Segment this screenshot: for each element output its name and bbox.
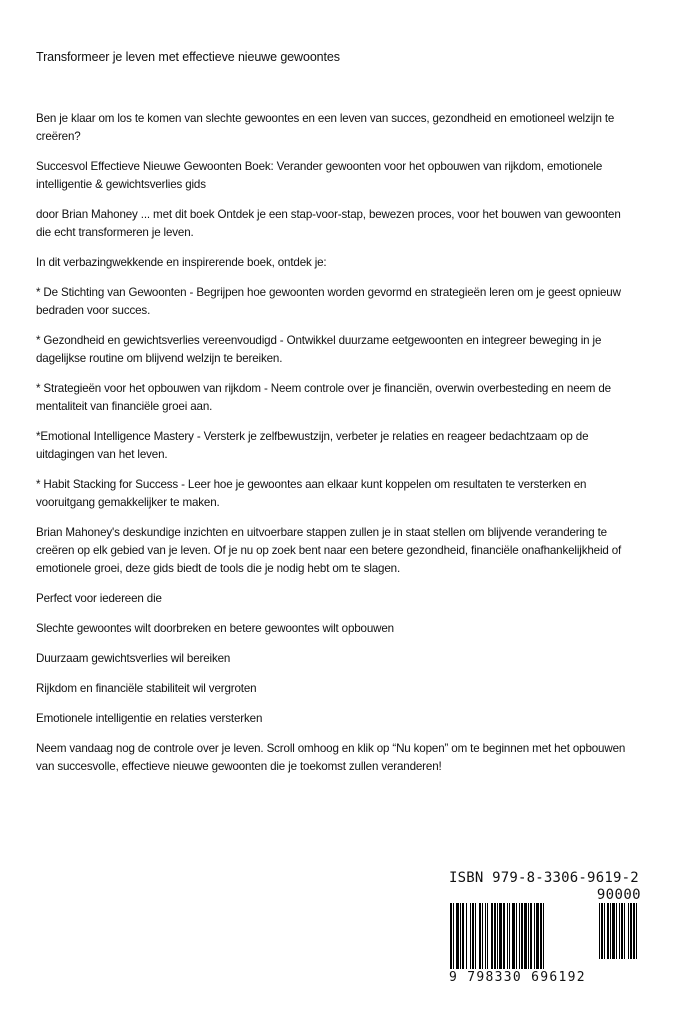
intro-question: Ben je klaar om los te komen van slechte gewoontes en een leven van succes, gezondheid en emotioneel welzijn te creëren? bbox=[36, 112, 615, 143]
barcode-addon-bar bbox=[619, 903, 620, 959]
audience-item: Rijkdom en financiële stabiliteit wil vergroten bbox=[36, 682, 257, 695]
barcode-bar bbox=[491, 903, 493, 969]
barcode-bar bbox=[524, 903, 527, 969]
isbn-barcode bbox=[449, 870, 643, 990]
barcode-addon-bar bbox=[636, 903, 637, 959]
barcode-bar bbox=[460, 903, 461, 969]
barcode-addon-bar bbox=[621, 903, 623, 959]
barcode-bar bbox=[462, 903, 464, 969]
barcode-bar bbox=[507, 903, 508, 969]
audience-item: Emotionele intelligentie en relaties versterken bbox=[36, 712, 263, 725]
barcode-bar bbox=[482, 903, 483, 969]
barcode-addon-bar bbox=[607, 903, 609, 959]
perfect-for-lead: Perfect voor iedereen die bbox=[36, 592, 162, 605]
barcode-addon-bar bbox=[630, 903, 632, 959]
bullet-emotional: *Emotional Intelligence Mastery - Versterk je zelfbewustzijn, verbeter je relaties en reageer bedachtzaam op de uitdagingen van het leven. bbox=[36, 430, 589, 461]
barcode-bar bbox=[516, 903, 517, 969]
barcode-bar bbox=[466, 903, 467, 969]
description-body bbox=[36, 110, 636, 788]
barcode-bars bbox=[449, 903, 643, 969]
barcode-addon-bar bbox=[604, 903, 605, 959]
barcode-addon-bar bbox=[612, 903, 615, 959]
bullet-foundation: * De Stichting van Gewoonten - Begrijpen hoe gewoonten worden gevormd en strategieën leren om je geest opnieuw bedraden voor succes. bbox=[36, 286, 621, 317]
barcode-addon-bar bbox=[616, 903, 617, 959]
barcode-bar bbox=[487, 903, 488, 969]
barcode-bar bbox=[470, 903, 471, 969]
barcode-bar bbox=[534, 903, 535, 969]
barcode-bar bbox=[456, 903, 459, 969]
call-to-action: Neem vandaag nog de controle over je leven. Scroll omhoog en klik op “Nu kopen” om te beginnen met het opbouwen van succesvolle, effectieve nieuwe gewoonten die je toekomst zullen veranderen! bbox=[36, 742, 626, 773]
barcode-bar bbox=[530, 903, 532, 969]
audience-item: Slechte gewoontes wilt doorbreken en betere gewoontes wilt opbouwen bbox=[36, 622, 394, 635]
author-intro: door Brian Mahoney ... met dit boek Ontdek je een stap-voor-stap, bewezen proces, voor het bouwen van gewoonten die echt transformeren je leven. bbox=[36, 208, 621, 239]
barcode-bar bbox=[509, 903, 510, 969]
barcode-bar bbox=[536, 903, 539, 969]
barcode-bar bbox=[499, 903, 502, 969]
barcode-digits: 9 798330 696192 bbox=[449, 970, 586, 985]
barcode-addon-bar bbox=[624, 903, 625, 959]
barcode-bar bbox=[472, 903, 474, 969]
barcode-bar bbox=[521, 903, 523, 969]
barcode-bar bbox=[503, 903, 505, 969]
discover-lead: In dit verbazingwekkende en inspirerende boek, ontdek je: bbox=[36, 256, 327, 269]
audience-item: Duurzaam gewichtsverlies wil bereiken bbox=[36, 652, 231, 665]
barcode-addon-bar bbox=[628, 903, 629, 959]
barcode-bar bbox=[450, 903, 452, 969]
isbn-label: ISBN 979-8-3306-9619-2 bbox=[449, 870, 639, 886]
barcode-bar bbox=[453, 903, 454, 969]
barcode-bar bbox=[528, 903, 529, 969]
bullet-health: * Gezondheid en gewichtsverlies vereenvoudigd - Ontwikkel duurzame eetgewoonten en integreer beweging in je dagelijkse routine om blijvend welzijn te bereiken. bbox=[36, 334, 602, 365]
barcode-bar bbox=[479, 903, 481, 969]
barcode-addon-bar bbox=[633, 903, 635, 959]
barcode-bar bbox=[519, 903, 520, 969]
barcode-addon-bar bbox=[601, 903, 603, 959]
barcode-bar bbox=[512, 903, 515, 969]
barcode-bar bbox=[540, 903, 542, 969]
price-code: 90000 bbox=[596, 887, 641, 903]
barcode-bar bbox=[497, 903, 498, 969]
author-insights: Brian Mahoney's deskundige inzichten en uitvoerbare stappen zullen je in staat stellen om blijvende verandering te creëren op elk gebied van je leven. Of je nu op zoek bent naar een betere gezondheid, financiële onafhankelijkheid of emotionele groei, deze gids biedt de tools die je nodig hebt om te slagen. bbox=[36, 526, 622, 575]
barcode-addon-bar bbox=[599, 903, 600, 959]
bullet-wealth: * Strategieën voor het opbouwen van rijkdom - Neem controle over je financiën, overwin overbesteding en neem de mentaliteit van financiële groei aan. bbox=[36, 382, 611, 413]
book-full-title: Succesvol Effectieve Nieuwe Gewoonten Boek: Verander gewoonten voor het opbouwen van rijkdom, emotionele intelligentie & gewichtsverlies gids bbox=[36, 160, 603, 191]
page-title: Transformeer je leven met effectieve nieuwe gewoontes bbox=[36, 50, 340, 64]
barcode-bar bbox=[494, 903, 496, 969]
barcode-addon-bar bbox=[610, 903, 611, 959]
barcode-bar bbox=[475, 903, 476, 969]
barcode-bar bbox=[485, 903, 486, 969]
bullet-habit-stacking: * Habit Stacking for Success - Leer hoe je gewoontes aan elkaar kunt koppelen om resultaten te versterken en vooruitgang gemakkelijker te maken. bbox=[36, 478, 587, 509]
barcode-bar bbox=[543, 903, 544, 969]
